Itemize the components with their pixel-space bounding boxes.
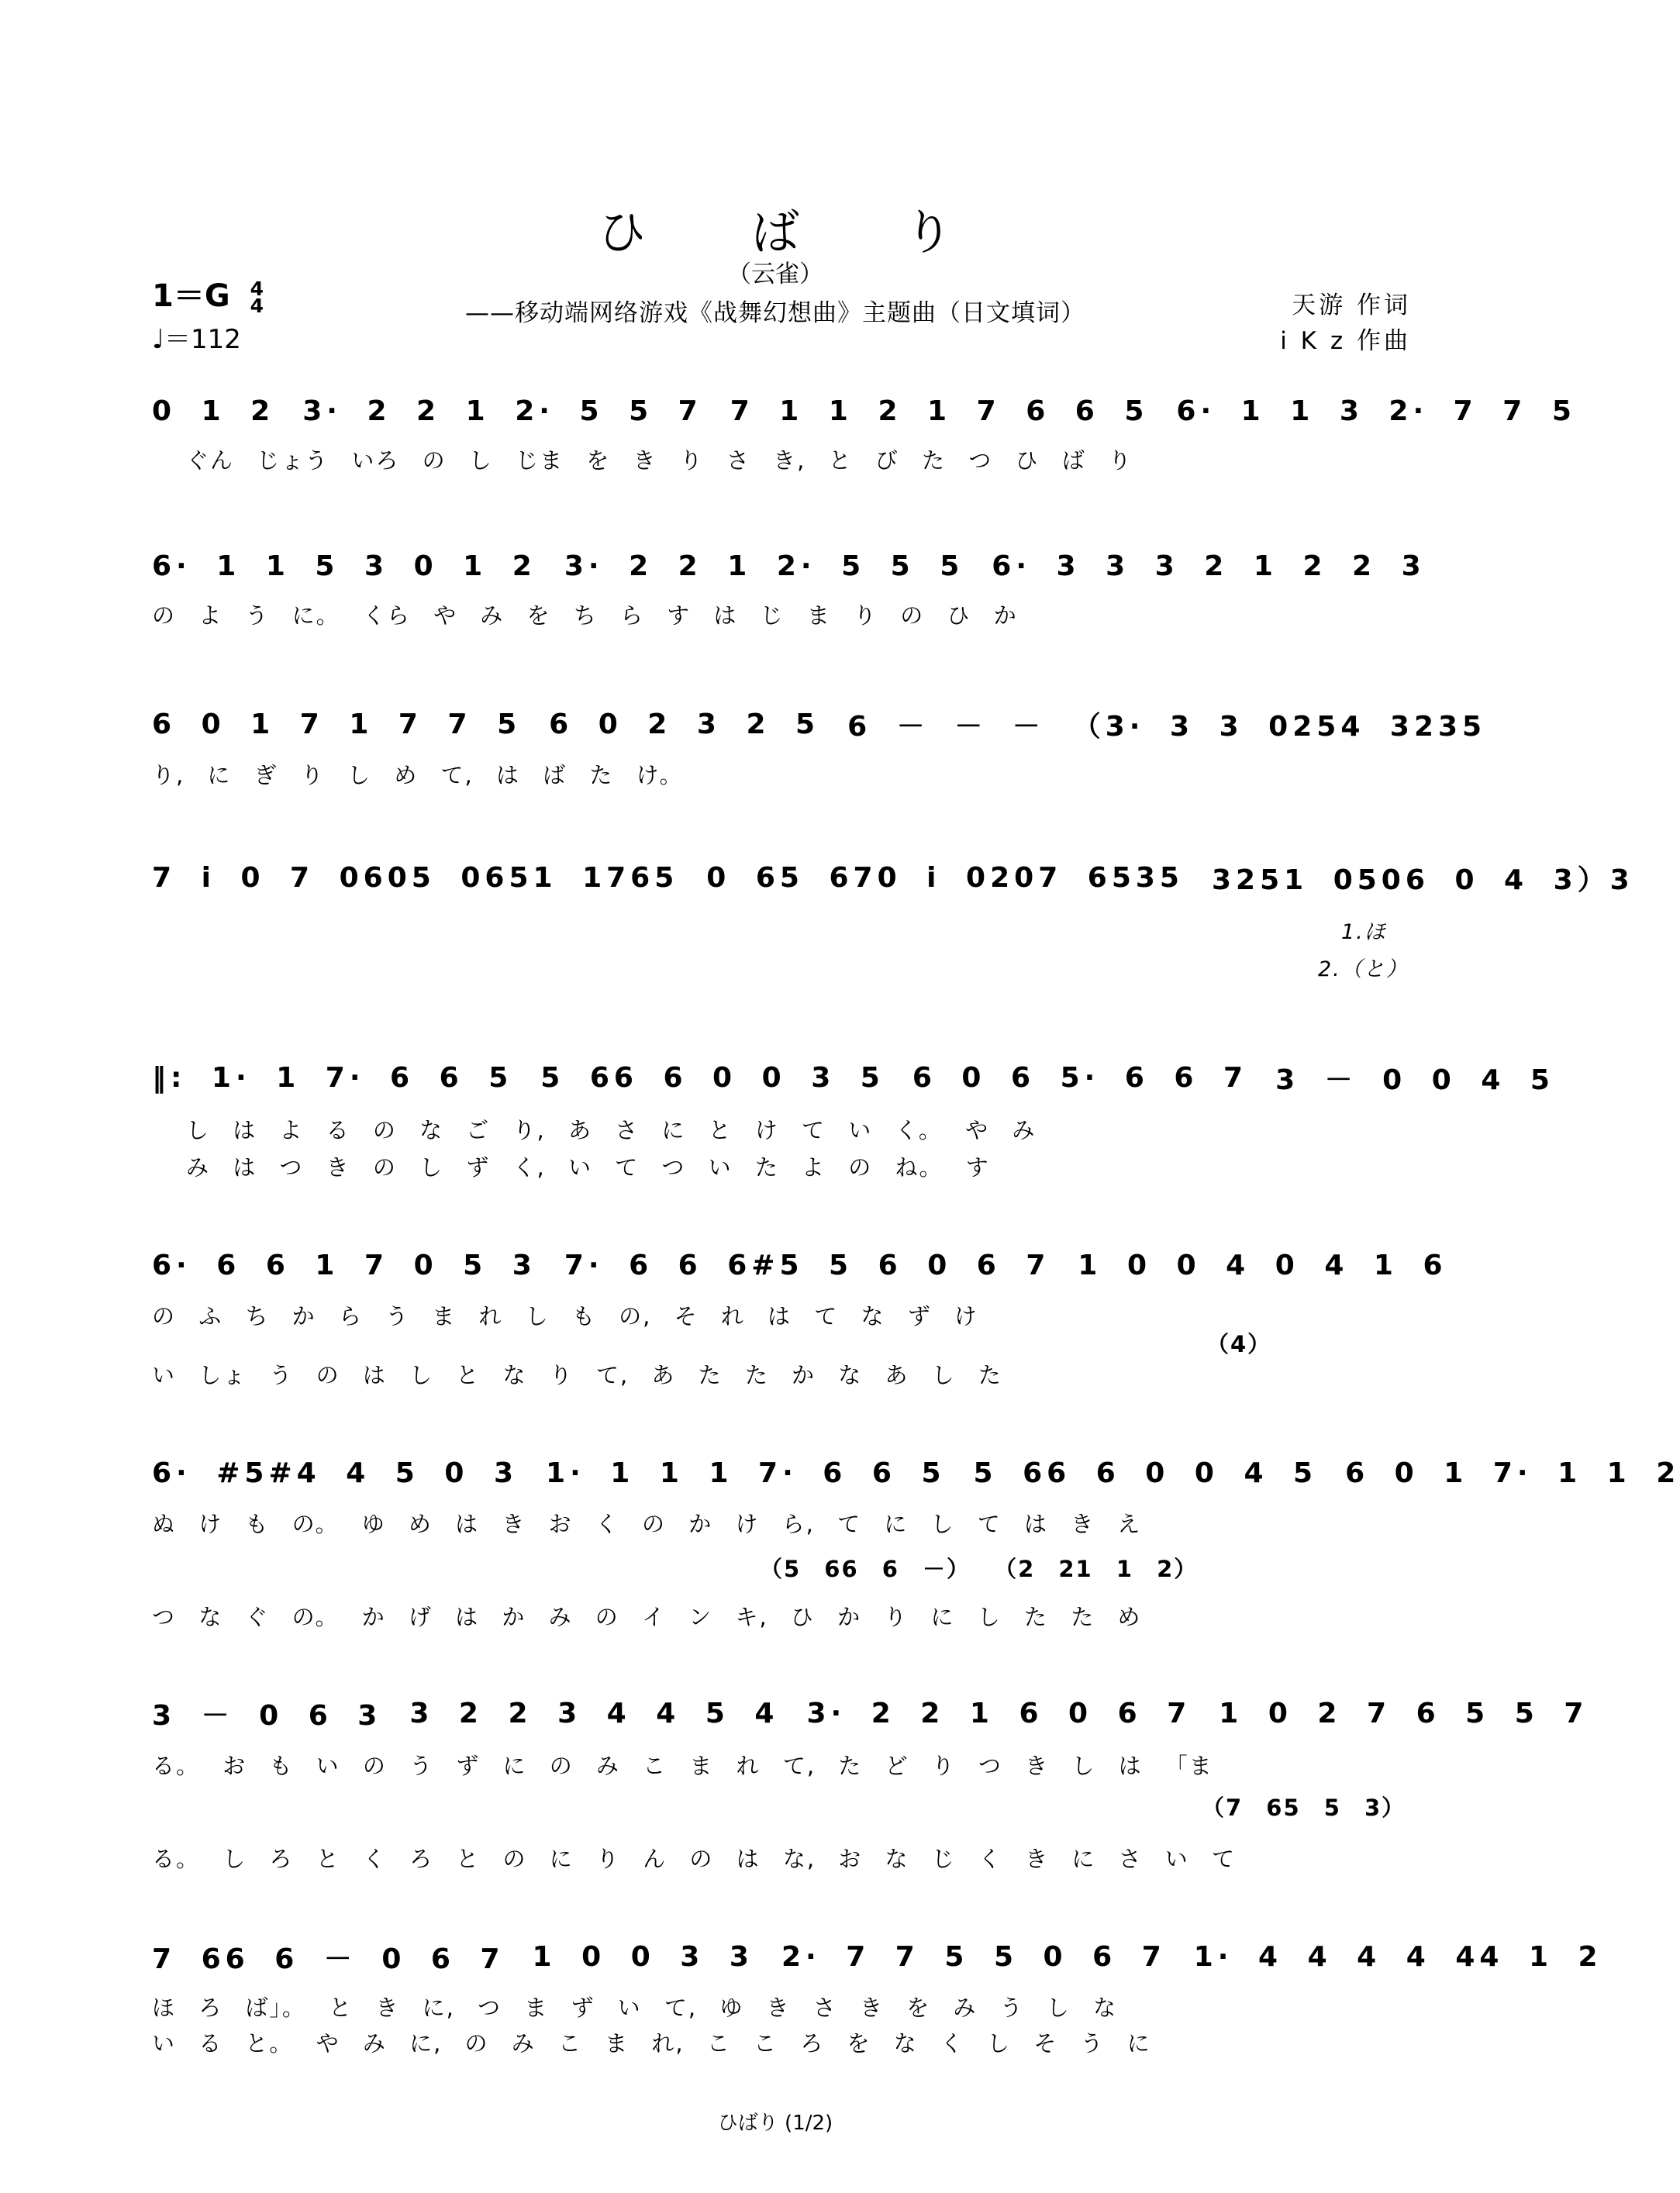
measure: 6· 6 6 1 7 0 5 3: [152, 1249, 536, 1281]
measure: 7· 6 6 6#5 5 6 0 6 7: [564, 1249, 1050, 1281]
measure: 5 66 6 0 0 3 5: [540, 1061, 885, 1094]
lyricist: 天游 作词: [1292, 291, 1411, 319]
measure: ‖: 1· 1 7· 6 6 5: [152, 1061, 513, 1094]
staff-system: [152, 1933, 1602, 1980]
measure: 3 － 0 6 3: [152, 1699, 382, 1732]
lyric-line-2: い る と。 や み に, の み こ ま れ, こ こ ろ を な く し そ う に: [152, 2030, 1151, 2057]
time-denominator: 4: [250, 295, 264, 317]
measure: 7 66 6 － 0 6 7: [152, 1943, 505, 1975]
key-signature: [152, 271, 264, 316]
lyric-line: り, に ぎ り し め て, は ば た け。: [152, 762, 684, 788]
measure: 7 i 0 7 0605 0651 1765: [152, 861, 679, 894]
volta-2-lyric: 2.（と）: [1318, 957, 1409, 981]
lyric-line-1: ほ ろ ば」。 と き に, つ ま ず い て, ゆ き さ き を み う し な: [152, 1995, 1118, 2021]
lyric-line: ぐん じょう いろ の し じま を き り さ き, と び た つ ひ ば り: [186, 447, 1133, 474]
time-signature: [250, 278, 264, 317]
measure: 1 0 0 3 3: [532, 1940, 754, 1973]
lyric-line-2: つ な ぐ の。 か げ は か み の イ ン キ, ひ か り に し た た め: [152, 1604, 1142, 1630]
measure: 6· 1 1 5 3 0 1 2: [152, 550, 536, 582]
source-line: ——移动端网络游戏《战舞幻想曲》主题曲（日文填词）: [465, 299, 1085, 327]
tempo-marking: ♩＝112: [152, 324, 241, 355]
staff-system: [152, 1054, 1554, 1101]
measure: 6 0 1 7· 1 1 2: [1345, 1457, 1680, 1489]
measure: 0 1 2: [152, 395, 275, 427]
volta-1-lyric: 1.ほ: [1341, 920, 1387, 944]
composer: i K z 作曲: [1280, 327, 1411, 355]
alt-notes: （5 66 6 －） （2 21 1 2）: [760, 1556, 1199, 1582]
lyric-line-1: る。 お も い の う ず に の み こ ま れ て, た ど り つ き し は 「ま: [152, 1753, 1213, 1779]
key-label: 1＝G: [152, 278, 230, 314]
time-numerator: 4: [250, 278, 264, 300]
staff-system: [152, 1690, 1589, 1736]
measure: 3· 2 2 1 2· 5 5 5: [564, 550, 964, 582]
lyric-line-1: し は よ る の な ご り, あ さ に と け て い く。 や み: [186, 1117, 1037, 1143]
measure: 6 － － －: [847, 710, 1045, 743]
lyric-line-1: ぬ け も の。 ゆ め は き お く の か け ら, て に し て は き え: [152, 1511, 1142, 1537]
measure: 0 65 670 i 0207 6535: [706, 861, 1184, 894]
measure: 5 66 6 0 0 4 5: [973, 1457, 1318, 1489]
lyric-line-2: み は つ き の し ず く, い て つ い た よ の ね。 す: [186, 1154, 990, 1181]
measure: 7 1 1 2 1 7 6 6 5: [730, 395, 1149, 427]
page-title: ひ ば り: [598, 204, 998, 260]
measure: 6· #5#4 4 5 0 3: [152, 1457, 519, 1489]
measure: 6 0 2 3 2 5: [549, 708, 820, 740]
staff-system: [152, 1450, 1680, 1496]
alt-notes: （7 65 5 3）: [1202, 1795, 1406, 1821]
alt-note: （4）: [1206, 1331, 1272, 1357]
measure: 3· 2 2 1 2· 5 5 7: [302, 395, 702, 427]
measure: 6· 3 3 3 2 1 2 2 3: [992, 550, 1426, 582]
measure: 1· 1 1 1 7· 6 6 5: [546, 1457, 946, 1489]
lyric-line-1: の ふ ち か ら う ま れ し も の, そ れ は て な ず け: [152, 1303, 978, 1329]
measure: 3 2 2 3 4 4 5 4: [409, 1697, 779, 1729]
measure: 3 － 0 0 4 5: [1275, 1064, 1554, 1096]
measure: 2· 7 7 5 5 0 6 7: [781, 1940, 1166, 1973]
page-footer: ひばり (1/2): [717, 2112, 833, 2135]
measure: 1 0 0 4 0 4 1 6: [1078, 1249, 1447, 1281]
staff-system: [152, 1242, 1447, 1288]
lyric-line-2: る。 し ろ と く ろ と の に り ん の は な, お な じ く き に さ い て: [152, 1846, 1237, 1872]
staff-system: [152, 388, 1576, 434]
measure: 6 0 6 5· 6 6 7: [912, 1061, 1248, 1094]
measure: 1· 4 4 4 4 44 1 2: [1193, 1940, 1602, 1973]
lyric-line: の よ う に。 くら や み を ち ら す は じ ま り の ひ か: [152, 602, 1018, 629]
subtitle: （云雀）: [727, 260, 823, 288]
staff-system: [152, 543, 1426, 589]
measure: 3251 0506 0 4 3）3: [1211, 864, 1634, 896]
measure: 6· 1 1 3 2· 7 7 5: [1176, 395, 1576, 427]
measure: 6 0 1 7 1 7 7 5: [152, 708, 522, 740]
measure: （3· 3 3 0254 3235: [1072, 710, 1487, 743]
measure: 1 0 2 7 6 5 5 7: [1219, 1697, 1589, 1729]
staff-system: [152, 854, 1634, 901]
staff-system: [152, 701, 1487, 747]
measure: 3· 2 2 1 6 0 6 7: [806, 1697, 1192, 1729]
lyric-line-2: い しょ う の は し と な り て, あ た た か な あ し た: [152, 1362, 1002, 1388]
